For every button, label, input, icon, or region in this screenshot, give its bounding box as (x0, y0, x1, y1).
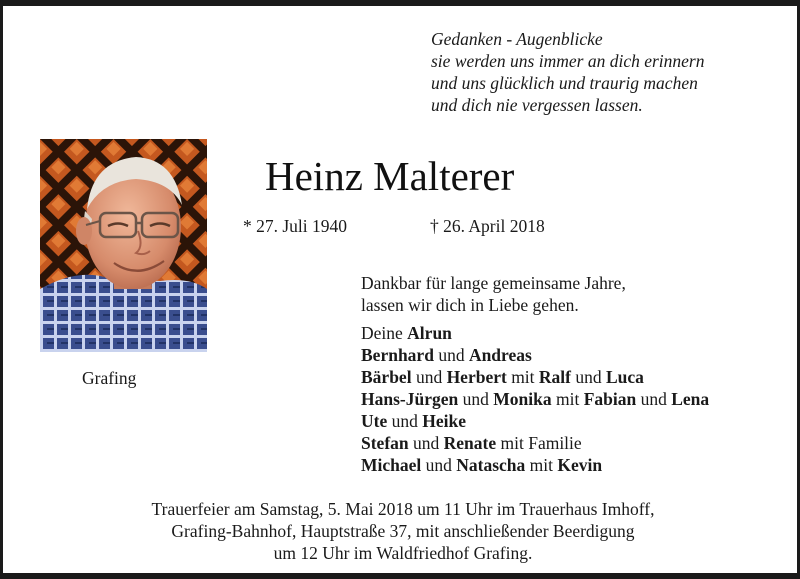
family-member: Bärbel (361, 367, 412, 387)
memorial-poem (431, 28, 704, 116)
family-connector: mit Familie (500, 433, 582, 453)
poem-line: Gedanken - Augenblicke (431, 29, 603, 49)
birth-date: * 27. Juli 1940 (243, 216, 348, 236)
family-member: Natascha (456, 455, 526, 475)
family-connector: und (640, 389, 667, 409)
family-member: Renate (443, 433, 497, 453)
family-line (361, 388, 709, 410)
family-line (361, 344, 709, 366)
family-list (361, 322, 709, 476)
family-member: Fabian (583, 389, 637, 409)
family-member: Heike (422, 411, 466, 431)
family-member: Michael (361, 455, 422, 475)
family-member: Stefan (361, 433, 409, 453)
family-connector: und (462, 389, 489, 409)
family-member: Ralf (538, 367, 571, 387)
family-member: Hans-Jürgen (361, 389, 459, 409)
family-line (361, 410, 709, 432)
family-line (361, 454, 709, 476)
funeral-service-info (3, 498, 800, 564)
family-connector: und (438, 345, 465, 365)
family-connector: mit (511, 367, 535, 387)
family-member: Andreas (468, 345, 532, 365)
poem-line: und dich nie vergessen lassen. (431, 95, 643, 115)
family-member: Lena (671, 389, 710, 409)
poem-line: sie werden uns immer an dich erinnern (431, 51, 705, 71)
family-connector: und (391, 411, 418, 431)
family-connector: und (425, 455, 452, 475)
service-line: um 12 Uhr im Waldfriedhof Grafing. (273, 543, 533, 563)
deceased-name: Heinz Malterer (265, 153, 515, 199)
family-connector: Deine (361, 323, 403, 343)
poem-line: und uns glücklich und traurig machen (431, 73, 698, 93)
portrait-photo (40, 139, 207, 352)
family-line (361, 366, 709, 388)
family-line (361, 432, 709, 454)
family-connector: mit (555, 389, 580, 409)
family-member: Luca (605, 367, 644, 387)
family-connector: und (415, 367, 443, 387)
family-member: Alrun (407, 323, 452, 343)
family-line (361, 322, 709, 344)
thanks-text (361, 272, 626, 316)
residence-place: Grafing (82, 368, 137, 388)
family-connector: mit (529, 455, 554, 475)
family-member: Ute (361, 411, 388, 431)
family-member: Kevin (557, 455, 603, 475)
thanks-line: lassen wir dich in Liebe gehen. (361, 295, 579, 315)
family-member: Herbert (446, 367, 507, 387)
death-date: † 26. April 2018 (430, 216, 545, 236)
service-line: Trauerfeier am Samstag, 5. Mai 2018 um 11 Uhr im Trauerhaus Imhoff, (151, 499, 655, 519)
family-member: Monika (493, 389, 552, 409)
family-connector: und (575, 367, 602, 387)
family-member: Bernhard (361, 345, 434, 365)
thanks-line: Dankbar für lange gemeinsame Jahre, (361, 273, 626, 293)
service-line: Grafing-Bahnhof, Hauptstraße 37, mit anschließender Beerdigung (171, 521, 635, 541)
family-connector: und (413, 433, 440, 453)
